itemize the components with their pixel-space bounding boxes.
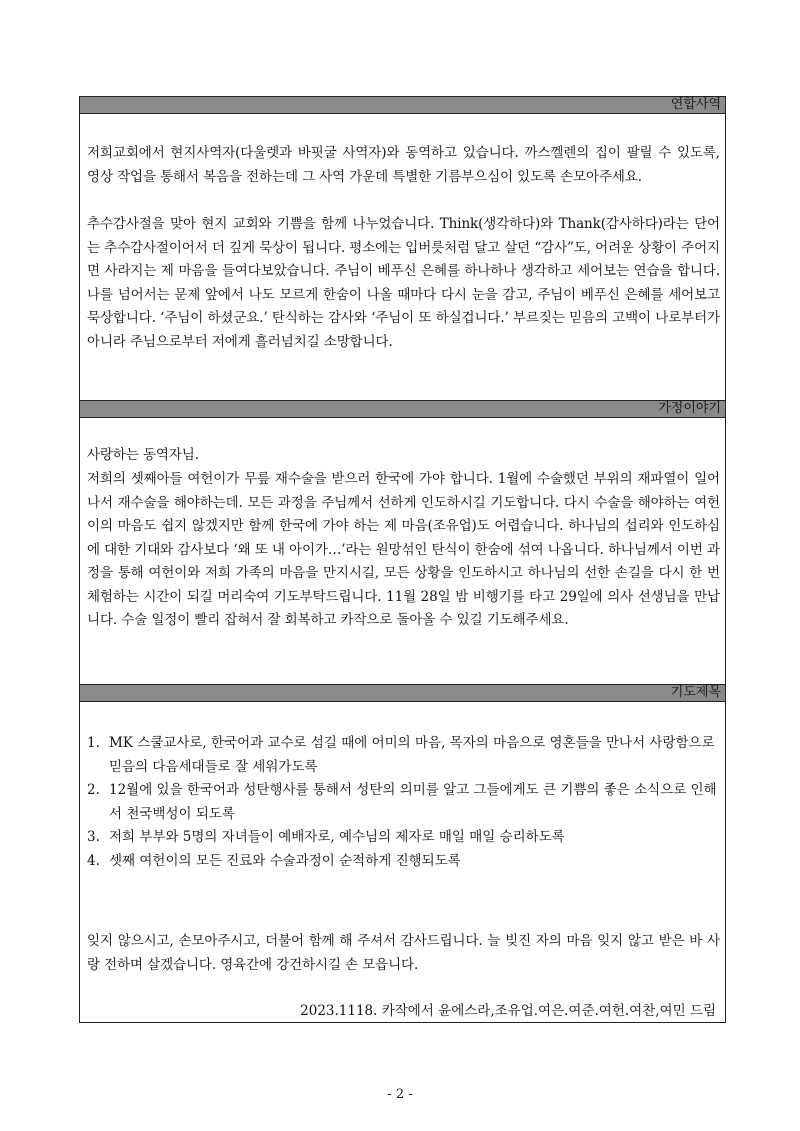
page-number: - 2 - [387, 1087, 413, 1102]
section-title: 연합사역 [670, 97, 721, 112]
signature: 2023.1118. 카작에서 윤에스라,조유업.여은.여준.여헌.여찬,여민 드림 [300, 1003, 716, 1019]
list-item [87, 826, 720, 850]
paragraph: 추수감사절을 맞아 현지 교회와 기쁨을 함께 나누었습니다. Think(생각하다)와 Thank(감사하다)라는 단어는 추수감사절이어서 더 깊게 묵상이 됩니다. 평소에는 입버릇처럼 달고 살던 “감사”도, 어려운 상황이 주어지면 사라지는 제 마음을 들여다보았습니다. 주님이 베푸신 은혜를 하나하나 생각하고 세어보는 연습을 합니다. 나를 넘어서는 문제 앞에서 나도 모르게 한숨이 나올 때마다 다시 눈을 감고, 주님이 베푸신 은혜를 세어보고 묵상합니다. ‘주님이 하셨군요.’ 탄식하는 감사와 ‘주님이 또 하실겁니다.’ 부르짖는 믿음의 고백이 나로부터가 아니라 주님으로부터 저에게 흘러넘치길 소망합니다. [87, 216, 720, 350]
list-item [87, 732, 720, 779]
section-title: 기도제목 [670, 685, 721, 700]
list-item [87, 850, 720, 874]
list-number: 1. [87, 735, 100, 751]
paragraph: 저희교회에서 현지사역자(다울렛과 바핏굴 사역자)와 동역하고 있습니다. 까스껠렌의 집이 팔릴 수 있도록, 영상 작업을 통해서 복음을 전하는데 그 사역 가운데 특별한 기름부으심이 있도록 손모아주세요. [87, 145, 720, 185]
list-text: 셋째 여헌이의 모든 진료와 수술과정이 순적하게 진행되도록 [109, 852, 461, 869]
list-item [87, 779, 720, 826]
greeting: 사랑하는 동역자님. [87, 447, 199, 463]
list-number: 4. [87, 852, 100, 869]
prayer-list [87, 732, 720, 873]
section-title: 가정이야기 [658, 401, 721, 416]
list-text: 12월에 있을 한국어과 성탄행사를 통해서 성탄의 의미를 알고 그들에게도 큰 기쁨의 좋은 소식으로 인해서 천국백성이 되도록 [109, 782, 717, 822]
list-text: MK 스쿨교사로, 한국어과 교수로 섬길 때에 어미의 마음, 목자의 마음으로 영혼들을 만나서 사랑함으로 믿음의 다음세대들로 잘 세워가도록 [109, 735, 715, 775]
list-number: 2. [87, 782, 100, 798]
list-text: 저희 부부와 5명의 자녀들이 예배자로, 예수님의 제자로 매일 매일 승리하도록 [109, 829, 565, 845]
paragraph: 저희의 셋째아들 여헌이가 무릎 재수술을 받으러 한국에 가야 합니다. 1월에 수술했던 부위의 재파열이 일어나서 재수술을 해야하는데. 모든 과정을 주님께서 선하게 인도하시길 기도합니다. 다시 수술을 해야하는 여헌이의 마음도 쉽지 않겠지만 함께 한국에 가야 하는 제 마음(조유업)도 어렵습니다. 하나님의 섭리와 인도하심에 대한 기대와 감사보다 ‘왜 또 내 아이가…’라는 원망섞인 탄식이 한숨에 섞여 나옵니다. 하나님께서 이번 과정을 통해 여헌이와 저희 가족의 마음을 만지시길, 모든 상황을 인도하시고 하나님의 선한 손길을 다시 한 번 체험하는 시간이 되길 머리숙여 기도부탁드립니다. 11월 28일 밤 비행기를 타고 29일에 의사 선생님을 만납니다. 수술 일정이 빨리 잡혀서 잘 회복하고 카작으로 돌아올 수 있길 기도해주세요. [87, 471, 720, 628]
section-header-bar [80, 684, 725, 702]
section-header-bar [80, 400, 725, 418]
list-number: 3. [87, 829, 100, 845]
section-header-bar [80, 96, 725, 114]
closing-paragraph: 잊지 않으시고, 손모아주시고, 더불어 함께 해 주셔서 감사드립니다. 늘 빚진 자의 마음 잊지 않고 받은 바 사랑 전하며 살겠습니다. 영육간에 강건하시길 손 모읍니다. [87, 933, 720, 973]
